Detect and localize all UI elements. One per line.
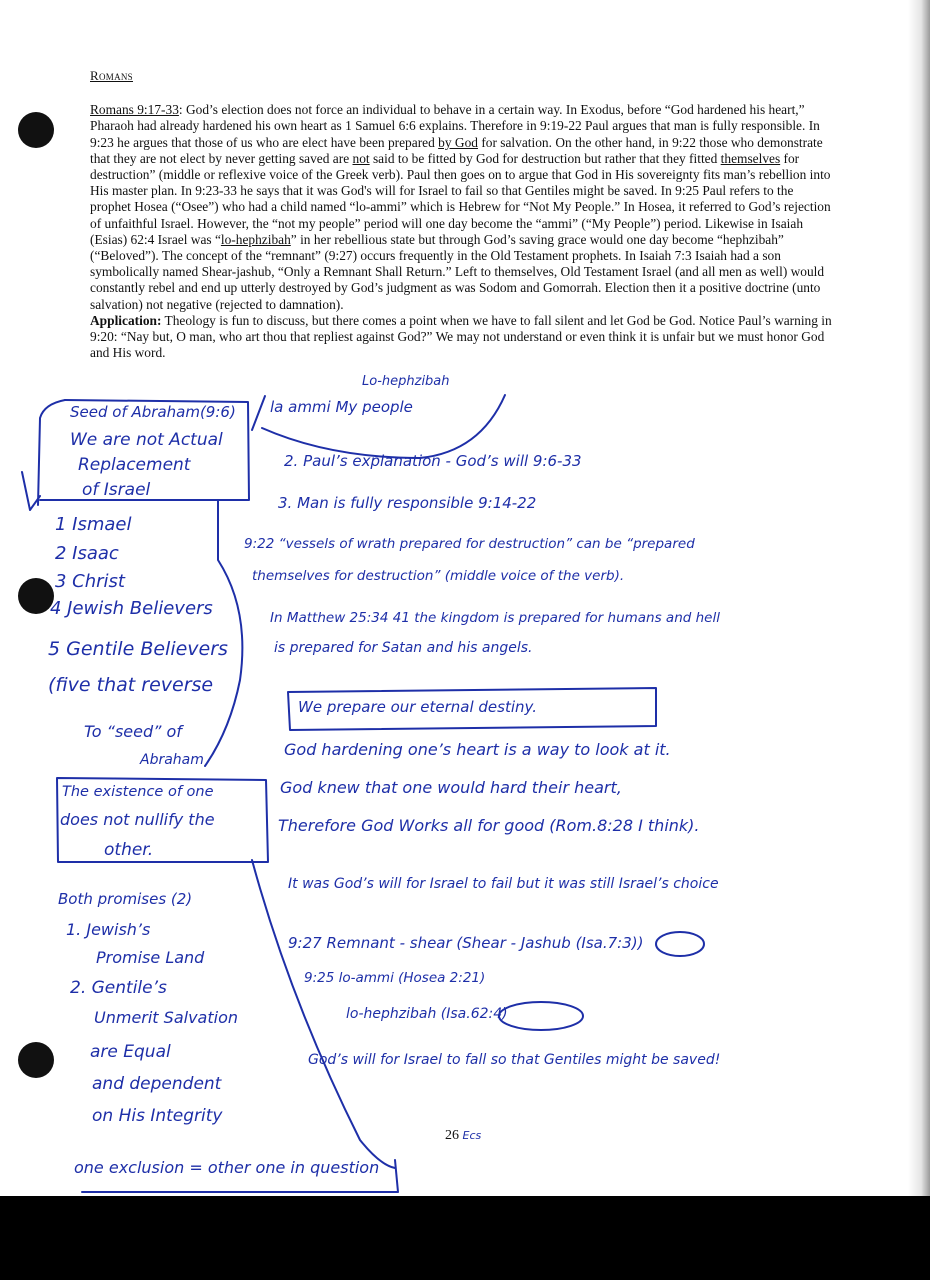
hw-vessels-of-wrath: 9:22 “vessels of wrath prepared for destruction” can be “prepared (244, 536, 695, 552)
hw-promise-line: are Equal (90, 1042, 171, 1062)
hw-god-hardening: God hardening one’s heart is a way to look at it. (284, 740, 671, 759)
hw-abraham: Abraham (140, 752, 204, 768)
hw-lo-ammi: 9:25 lo-ammi (Hosea 2:21) (304, 970, 486, 986)
hw-gentiles-saved: God’s will for Israel to fall so that Gentiles might be saved! (308, 1052, 721, 1068)
hw-promise-line: Promise Land (96, 948, 205, 967)
hw-remnant: 9:27 Remnant - shear (Shear - Jashub (Isa.7:3)) (288, 934, 644, 952)
hw-box1-line4: of Israel (82, 480, 151, 500)
hw-to-seed: To “seed” of (84, 722, 182, 741)
hw-prepared-themselves: themselves for destruction” (middle voice of the verb). (252, 568, 625, 584)
hw-list-item: 5 Gentile Believers (48, 638, 228, 660)
hw-promise-line: 2. Gentile’s (70, 978, 167, 998)
page-header: Romans (90, 68, 133, 83)
hw-five-reverse: (five that reverse (48, 674, 214, 696)
page-number-note: Ecs (462, 1129, 482, 1142)
hw-therefore: Therefore God Works all for good (Rom.8:28 I think). (278, 816, 700, 835)
hw-box2-line2: does not nullify the (60, 810, 215, 829)
hw-both-promises: Both promises (2) (58, 890, 193, 908)
hw-list-item: 2 Isaac (55, 543, 119, 564)
hw-promise-line: Unmerit Salvation (94, 1008, 238, 1027)
hw-god-knew: God knew that one would hard their heart, (280, 778, 622, 797)
hw-box2-line3: other. (104, 840, 154, 860)
scripture-reference: Romans 9:17-33 (90, 102, 179, 118)
hw-list-item: 3 Christ (55, 571, 125, 592)
commentary-paragraph: Romans 9:17-33: God’s election does not force an individual to behave in a certain way. In Exodus, before “God hardened his heart,” Pharaoh had already hardened his own heart as 1 Samuel 6:6 explains. Therefore in 9:19-22 Paul argues that man is fully responsible. In 9:23 he argues that those of us who are elect have been prepared by God for salvation. On the other hand, in 9:22 those who demonstrate that they are not elect by never getting saved are not said to be fitted by God for destruction but rather that they fitted themselves for destruction” (middle or reflexive voice of the Greek verb). Paul then goes on to argue that God in His sovereignty fits man’s rebellion into His master plan. In 9:23-33 he says that it was God's will for Israel to fail so that Gentiles might be saved. In 9:25 Paul refers to the prophet Hosea (“Osee”) who had a child named “lo-ammi” which is Hebrew for “Not My People.” In Hosea, it referred to God’s rejection of unfaithful Israel. However, the “not my people” period will one day become the “ammi” (“My People”) period. Likewise in Isaiah (Esias) 62:4 Israel was “lo-hephzibah” in her rebellious state but through God’s saving grace would one day become “hephzibah” (“Beloved”). The concept of the “remnant” (9:27) occurs frequently in the Old Testament prophets. In Isaiah 7:3 Isaiah had a son symbolically named Shear-jashub, “Only a Remnant Shall Return.” Left to themselves, Old Testament Israel (and all men as well) would constantly rebel and end up utterly destroyed by God’s judgment as was Sodom and Gomorrah. Election then it a positive doctrine (unto salvation) not negative (rejected to damnation). (90, 102, 831, 312)
hw-promise-line: on His Integrity (92, 1106, 223, 1126)
hw-list-item: 1 Ismael (55, 514, 132, 535)
hw-promise-line: and dependent (92, 1074, 222, 1094)
hw-lo-hephzibah-isa: lo-hephzibah (Isa.62:4) (346, 1006, 508, 1022)
hw-lo-hephzibah: Lo-hephzibah (362, 374, 450, 389)
hw-box1-line1: Seed of Abraham(9:6) (70, 403, 236, 421)
page-number: 26 Ecs (445, 1128, 482, 1143)
hw-matthew-25: In Matthew 25:34 41 the kingdom is prepared for humans and hell (270, 610, 720, 626)
hw-promise-line: 1. Jewish’s (66, 920, 151, 939)
hw-one-exclusion: one exclusion = other one in question (74, 1158, 380, 1177)
hw-satan-angels: is prepared for Satan and his angels. (274, 640, 533, 656)
application-label: Application: (90, 312, 162, 328)
hw-box1-line2: We are not Actual (70, 430, 223, 450)
hw-man-responsible: 3. Man is fully responsible 9:14-22 (278, 494, 537, 512)
hw-box2-line1: The existence of one (62, 784, 214, 800)
hw-list-item: 4 Jewish Believers (50, 598, 213, 619)
application-paragraph: Application: Theology is fun to discuss, but there comes a point when we have to fall silent and let God be God. Notice Paul’s warning in 9:20: “Nay but, O man, who art thou that repliest against God?” We may not understand or even think it is unfair but we must honor God and His word. (90, 312, 832, 361)
hw-eternal-destiny: We prepare our eternal destiny. (298, 698, 537, 716)
hw-ammi: la ammi My people (270, 398, 413, 416)
hw-box1-line3: Replacement (78, 455, 191, 475)
hw-israels-choice: It was God’s will for Israel to fail but it was still Israel’s choice (288, 876, 719, 892)
hw-pauls-explanation: 2. Paul’s explanation - God’s will 9:6-33 (284, 452, 582, 470)
